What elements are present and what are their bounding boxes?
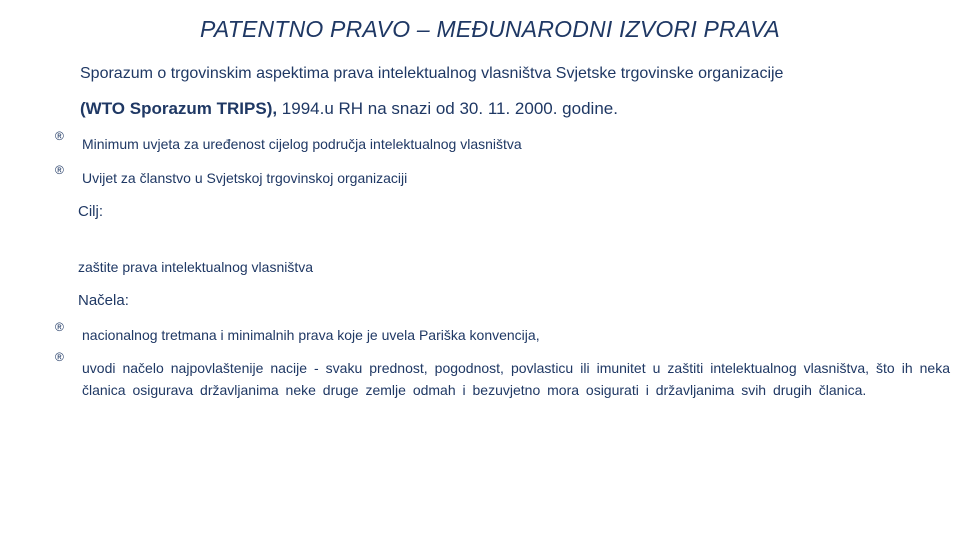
principles-heading-label: Načela bbox=[78, 292, 125, 309]
registered-bullet-icon: ® bbox=[55, 320, 64, 334]
intro-rest-text: 1994.u RH na snazi od 30. 11. 2000. godine. bbox=[277, 99, 618, 118]
intro-bold-text: (WTO Sporazum TRIPS), bbox=[80, 99, 278, 118]
registered-bullet-icon: ® bbox=[55, 129, 64, 143]
slide-title: PATENTNO PRAVO – MEĐUNARODNI IZVORI PRAVA bbox=[200, 16, 780, 42]
principles-heading bbox=[78, 292, 129, 309]
goal-heading bbox=[78, 203, 103, 220]
goal-text: zaštite prava intelektualnog vlasništva bbox=[78, 259, 314, 275]
goal-heading-colon: : bbox=[98, 203, 104, 220]
list-item: Uvijet za članstvo u Svjetskoj trgovinskoj organizaciji bbox=[82, 170, 408, 186]
list-item: Minimum uvjeta za uređenost cijelog područja intelektualnog vlasništva bbox=[82, 136, 522, 152]
goal-heading-label: Cilj bbox=[78, 203, 99, 220]
intro-line-1: Sporazum o trgovinskim aspektima prava intelektualnog vlasništva Svjetske trgovinske organizacije bbox=[80, 65, 784, 82]
registered-bullet-icon: ® bbox=[55, 350, 64, 364]
registered-bullet-icon: ® bbox=[55, 163, 64, 177]
intro-line-2 bbox=[80, 99, 618, 119]
principle-item: uvodi načelo najpovlaštenije nacije - svaku prednost, pogodnost, povlasticu ili imunitet u zaštiti intelektualnog vlasništva, što ih neka članica osigurava državljanima neke druge zemlje odmah i bezuvjetno mora osigurati i državljanima svih drugih članica. bbox=[82, 360, 950, 398]
principles-heading-colon: : bbox=[124, 292, 129, 309]
principle-item: nacionalnog tretmana i minimalnih prava koje je uvela Pariška konvencija, bbox=[82, 327, 540, 343]
